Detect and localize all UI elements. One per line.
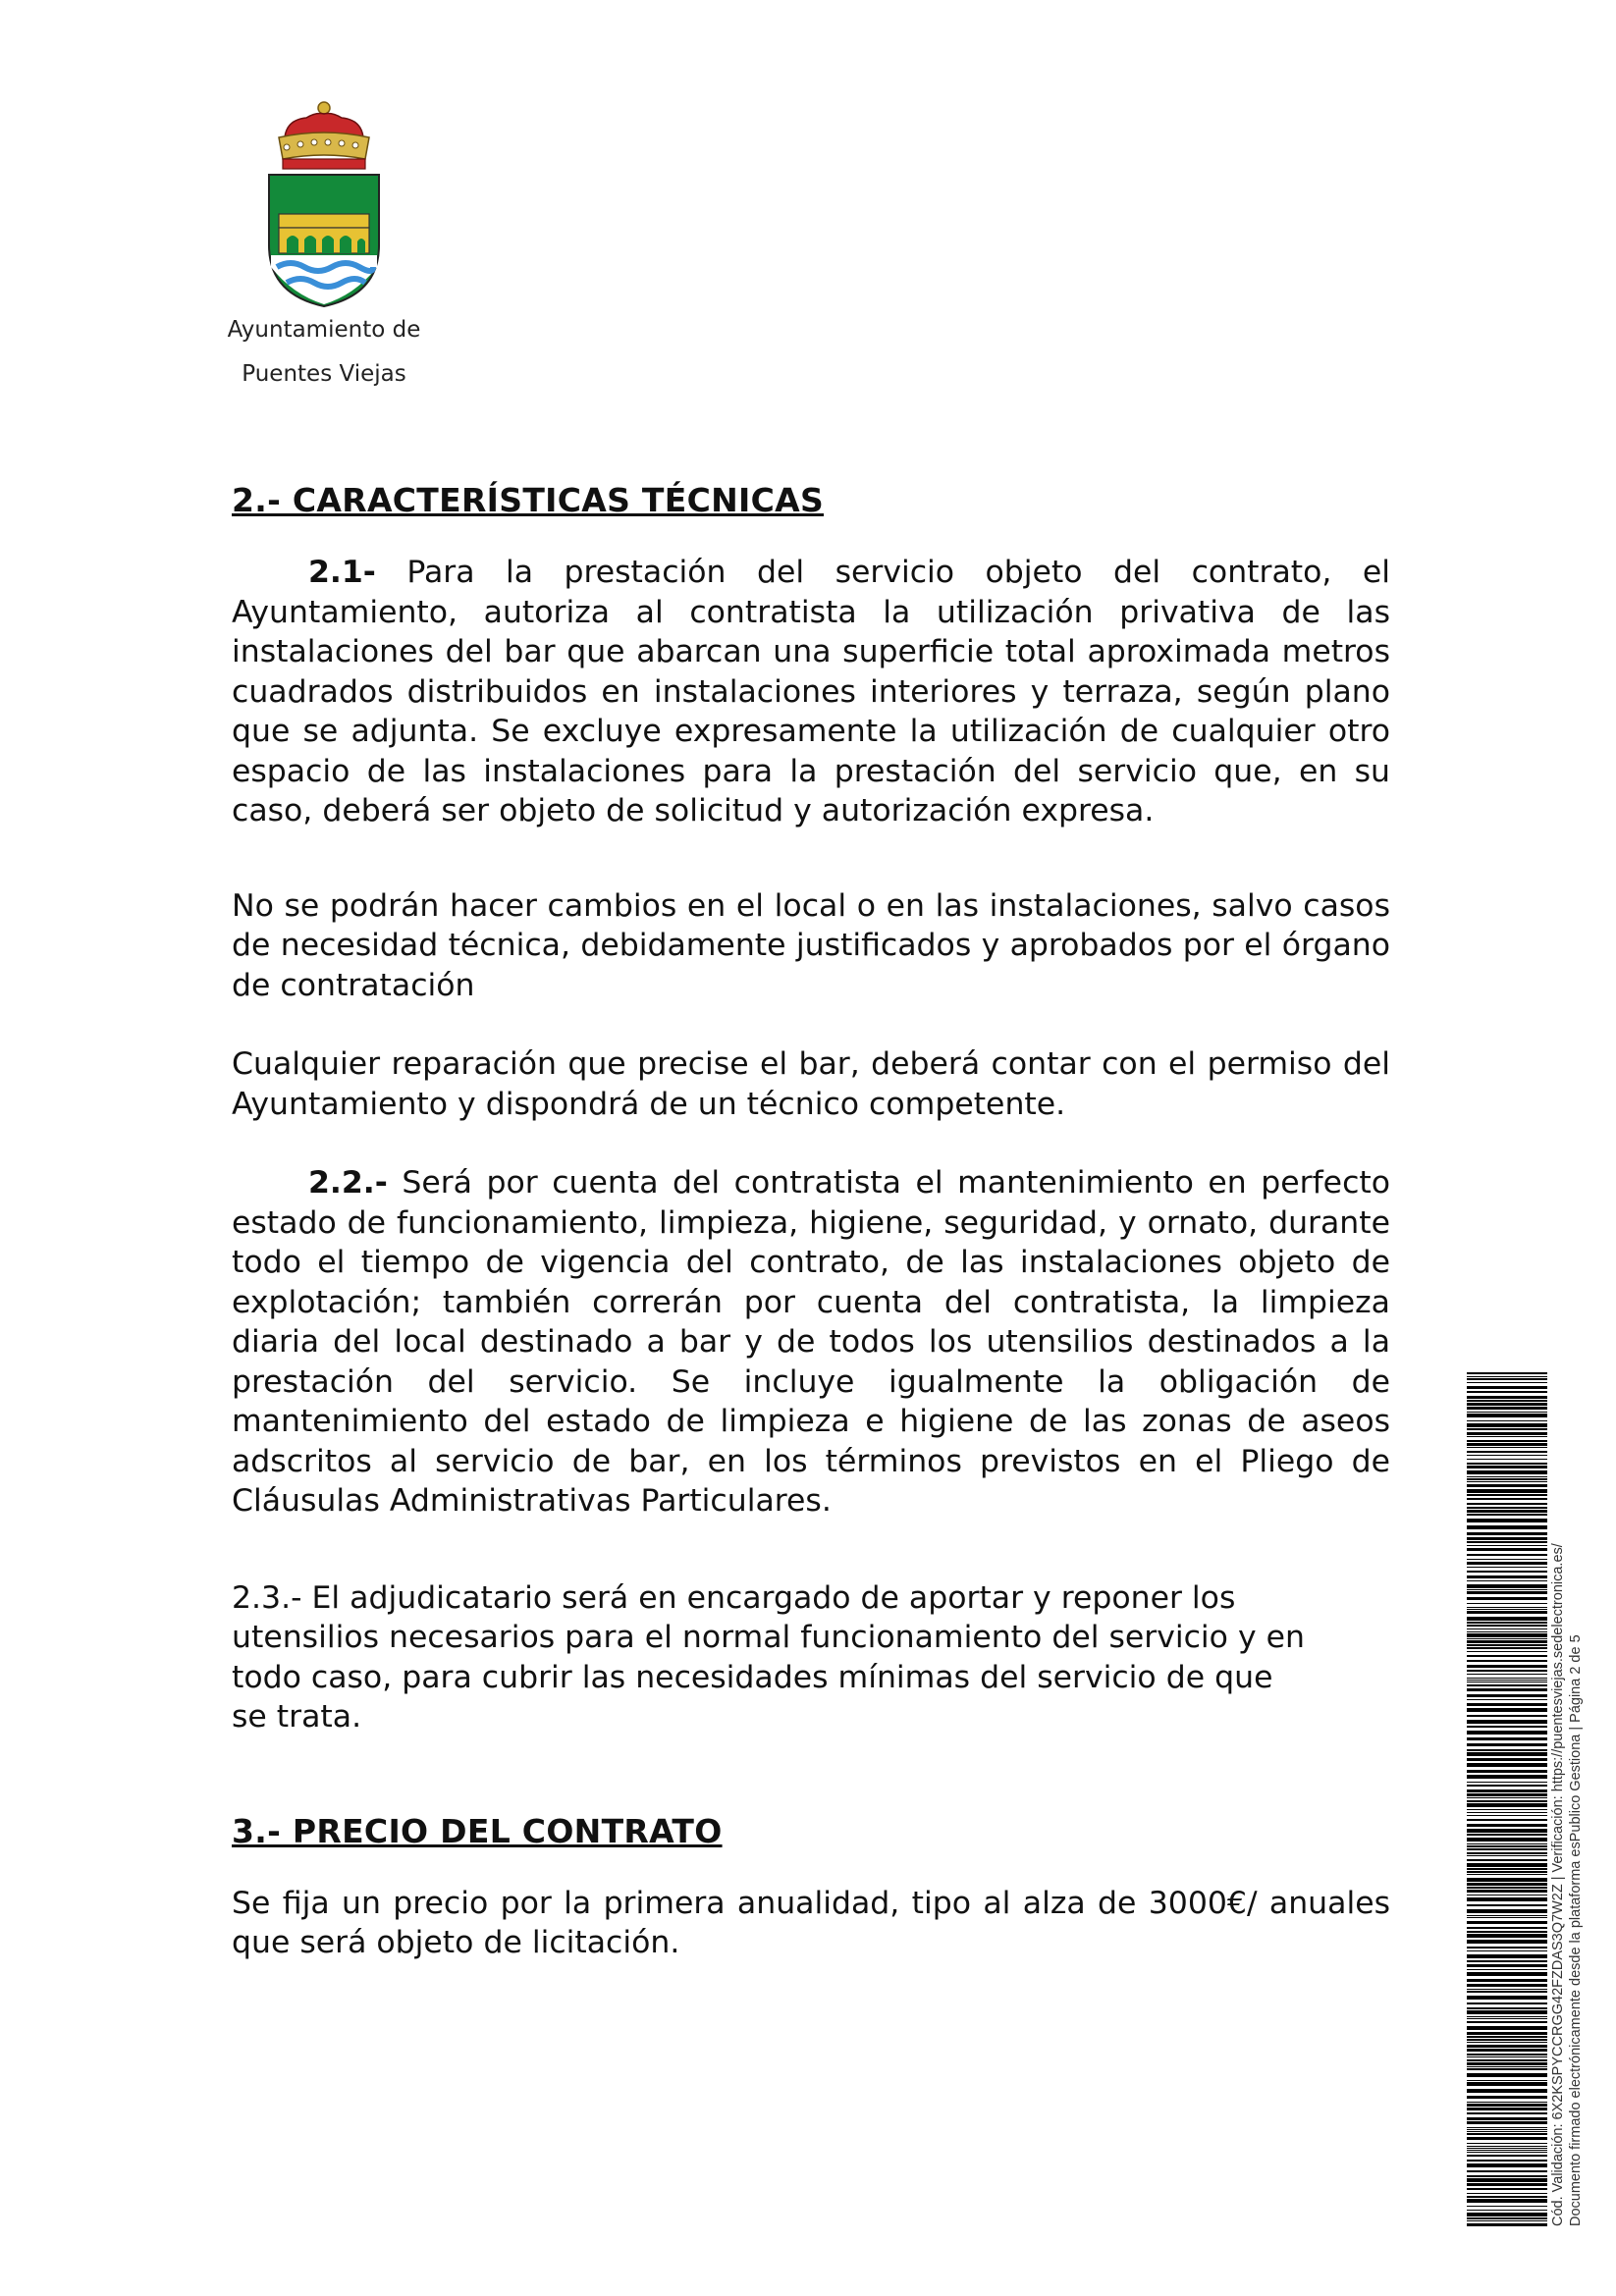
validation-text xyxy=(1549,1372,1585,2226)
document-body xyxy=(232,481,1390,1963)
validation-text-line-2: Documento firmado electrónicamente desde la plataforma esPublico Gestiona | Página 2 de 5 xyxy=(1568,1634,1584,2226)
validation-text-line-1: Cód. Validación: 6X2KSPYCCRGG42FZDAS3Q7W2Z | Verificación: https://puentesviejas.sedelectronica.es/ xyxy=(1550,1543,1566,2226)
clause-text-2-2: Será por cuenta del contratista el mantenimiento en perfecto estado de funcionamiento, limpieza, higiene, seguridad, y ornato, durante todo el tiempo de vigencia del contrato, de las instalaciones objeto de explotación; también correrán por cuenta del contratista, la limpieza diaria del local destinado a bar y de todos los utensilios destinados a la prestación del servicio. Se incluye igualmente la obligación de mantenimiento del estado de limpieza e higiene de las zonas de aseos adscritos al servicio de bar, en los términos previstos en el Pliego de Cláusulas Administrativas Particulares. xyxy=(232,1165,1391,1519)
clause-text-2-1: Para la prestación del servicio objeto del contrato, el Ayuntamiento, autoriza al contratista la utilización privativa de las instalaciones del bar que abarcan una superficie total aproximada metros cuadrados distribuidos en instalaciones interiores y terraza, según plano que se adjunta. Se excluye expresamente la utilización de cualquier otro espacio de las instalaciones para la prestación del servicio que, en su caso, deberá ser objeto de solicitud y autorización expresa. xyxy=(232,555,1391,828)
paragraph-2-3: 2.3.- El adjudicatario será en encargado de aportar y reponer los utensilios necesarios para el normal funcionamiento del servicio y en todo caso, para cubrir las necesidades mínimas del servicio de que se trata. xyxy=(232,1579,1305,1735)
paragraph-2-1 xyxy=(232,553,1390,831)
clause-number-2-1: 2.1- xyxy=(308,555,376,590)
org-name-line-2: Puentes Viejas xyxy=(242,361,406,387)
section-3-title: 3.- PRECIO DEL CONTRATO xyxy=(232,1811,723,1850)
paragraph-cambios: No se podrán hacer cambios en el local o en las instalaciones, salvo casos de necesidad técnica, debidamente justificados y aprobados por el órgano de contratación xyxy=(232,887,1390,1003)
paragraph-precio: Se fija un precio por la primera anualidad, tipo al alza de 3000€/ anuales que será objeto de licitación. xyxy=(232,1885,1390,1960)
barcode-icon xyxy=(1467,1372,1547,2226)
coat-of-arms-icon xyxy=(257,98,391,309)
section-2-title: 2.- CARACTERÍSTICAS TÉCNICAS xyxy=(232,481,825,519)
paragraph-reparacion: Cualquier reparación que precise el bar, deberá contar con el permiso del Ayuntamiento y dispondrá de un técnico competente. xyxy=(232,1046,1390,1122)
paragraph-2-2 xyxy=(232,1163,1390,1522)
org-name-line-1: Ayuntamiento de xyxy=(227,317,421,343)
clause-number-2-2: 2.2.- xyxy=(308,1165,388,1201)
